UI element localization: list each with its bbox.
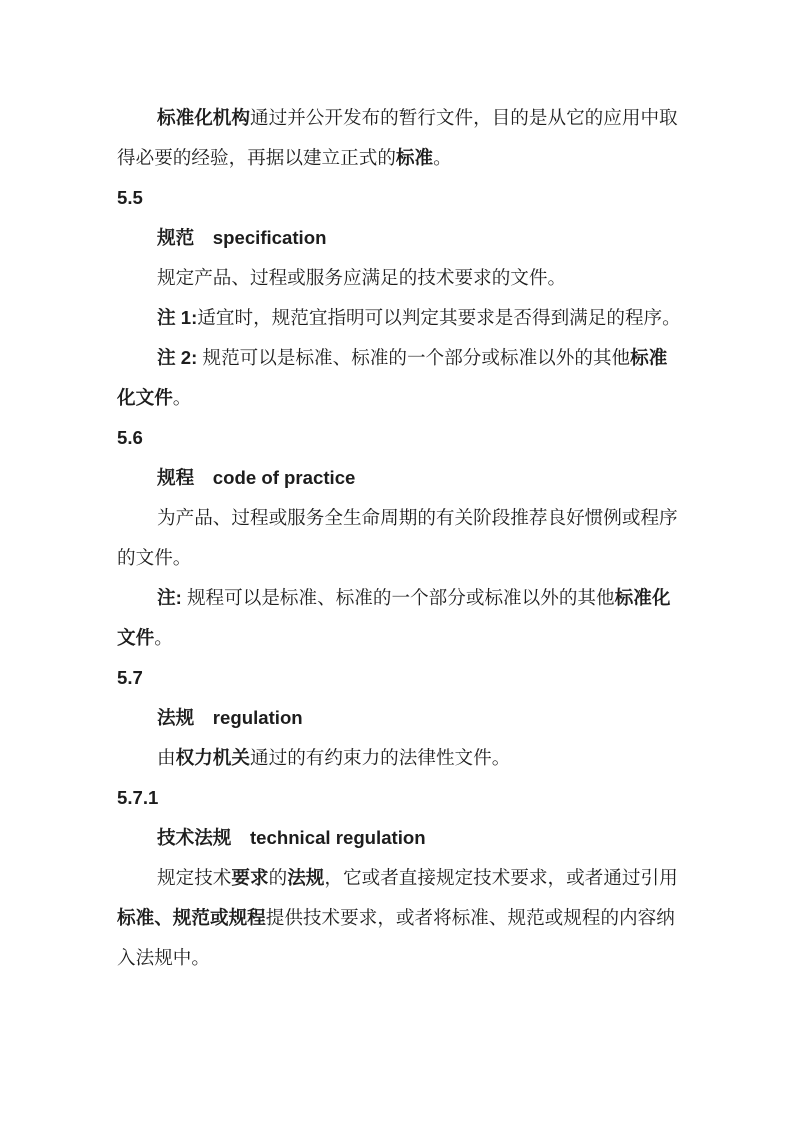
text-segment: 入法规中。 — [117, 947, 210, 968]
para-interim-document-line-2 — [117, 138, 693, 178]
text-segment: 的 — [268, 867, 288, 888]
bold-text-segment: 标准 — [630, 347, 668, 368]
bold-text-segment: 注: — [157, 587, 187, 608]
section-number-5-6 — [117, 418, 693, 458]
section-number-5-7 — [117, 658, 693, 698]
bold-text-segment: 注 2: — [157, 347, 203, 368]
term-technical-regulation — [117, 818, 693, 858]
text-segment: 的文件。 — [117, 547, 192, 568]
text-segment: 规定技术 — [157, 867, 232, 888]
text-segment: 得必要的经验，再据以建立正式的 — [117, 147, 396, 168]
term-specification — [117, 218, 693, 258]
note-code-of-practice-line-2 — [117, 618, 693, 658]
para-interim-document-line-1 — [117, 98, 693, 138]
definition-code-of-practice-line-1 — [117, 498, 693, 538]
bold-text-segment: 权力机关 — [175, 747, 250, 768]
text-segment: 。 — [154, 627, 173, 648]
text-segment: 通过并公开发布的暂行文件，目的是从它的应用中取 — [249, 107, 678, 128]
bold-text-segment: 法规 regulation — [157, 707, 303, 728]
definition-code-of-practice-line-2 — [117, 538, 693, 578]
bold-text-segment: 标准、规范或规程 — [117, 907, 266, 928]
text-segment: 规程可以是标准、标准的一个部分或标准以外的其他 — [186, 587, 615, 608]
bold-text-segment: 标准化 — [614, 587, 671, 608]
note-code-of-practice-line-1 — [117, 578, 693, 618]
bold-text-segment: 5.7 — [117, 667, 143, 688]
bold-text-segment: 文件 — [117, 627, 155, 648]
term-code-of-practice — [117, 458, 693, 498]
text-segment: 由 — [157, 747, 176, 768]
bold-text-segment: 化文件 — [117, 387, 173, 408]
bold-text-segment: 要求 — [231, 867, 269, 888]
text-segment: 提供技术要求，或者将标准、规范或规程的内容纳 — [265, 907, 675, 928]
text-segment: ，它或者直接规定技术要求，或者通过引用 — [324, 867, 678, 888]
definition-technical-regulation-line-1 — [117, 858, 693, 898]
text-segment: 通过的有约束力的法律性文件。 — [250, 747, 511, 768]
text-segment: 为产品、过程或服务全生命周期的有关阶段推荐良好惯例或程序 — [157, 507, 678, 528]
definition-regulation — [117, 738, 693, 778]
bold-text-segment: 标准 — [395, 147, 434, 168]
text-segment: 规范可以是标准、标准的一个部分或标准以外的其他 — [202, 347, 631, 368]
text-segment: 适宜时，规范宜指明可以判定其要求是否得到满足的程序。 — [197, 307, 681, 328]
text-segment: 规定产品、过程或服务应满足的技术要求的文件。 — [157, 267, 567, 288]
definition-specification — [117, 258, 693, 298]
section-number-5-7-1 — [117, 778, 693, 818]
definition-technical-regulation-line-2 — [117, 898, 693, 938]
bold-text-segment: 规范 specification — [157, 227, 327, 248]
bold-text-segment: 标准化机构 — [157, 107, 250, 128]
text-segment: 。 — [433, 147, 452, 168]
note-2-specification-line-1 — [117, 338, 693, 378]
note-1-specification — [117, 298, 693, 338]
bold-text-segment: 5.5 — [117, 187, 143, 208]
bold-text-segment: 法规 — [287, 867, 325, 888]
bold-text-segment: 技术法规 technical regulation — [157, 827, 426, 848]
text-segment: 。 — [172, 387, 192, 408]
bold-text-segment: 5.6 — [117, 427, 143, 448]
bold-text-segment: 规程 code of practice — [157, 467, 356, 488]
document-text-block — [117, 98, 693, 978]
bold-text-segment: 注 1: — [157, 307, 198, 328]
section-number-5-5 — [117, 178, 693, 218]
term-regulation — [117, 698, 693, 738]
note-2-specification-line-2 — [117, 378, 693, 418]
bold-text-segment: 5.7.1 — [117, 787, 159, 808]
definition-technical-regulation-line-3 — [117, 938, 693, 978]
